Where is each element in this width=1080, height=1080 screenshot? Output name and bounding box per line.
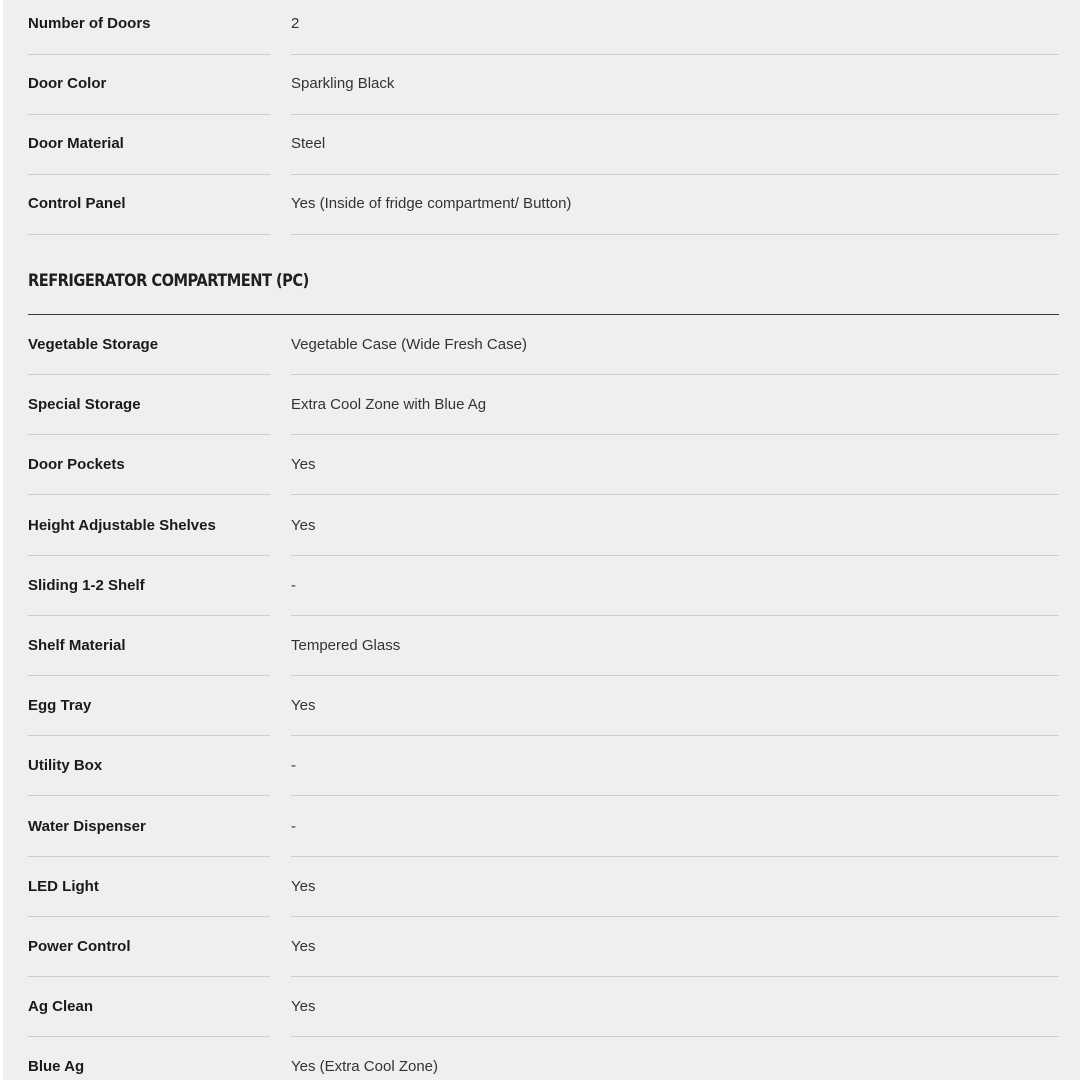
spec-label-ag-clean: Ag Clean: [28, 977, 270, 1037]
spec-value-vegetable-storage: Vegetable Case (Wide Fresh Case): [291, 315, 1059, 375]
spec-label-special-storage: Special Storage: [28, 375, 270, 435]
spec-label-utility-box: Utility Box: [28, 736, 270, 796]
spec-value-door-color: Sparkling Black: [291, 60, 1059, 115]
spec-value-water-dispenser: -: [291, 797, 1059, 857]
spec-value-egg-tray: Yes: [291, 676, 1059, 736]
spec-value-door-material: Steel: [291, 120, 1059, 175]
spec-label-door-material: Door Material: [28, 120, 270, 175]
general-specs-table: [28, 0, 1059, 240]
spec-row: [28, 0, 1059, 60]
spec-value-special-storage: Extra Cool Zone with Blue Ag: [291, 375, 1059, 435]
spec-value-blue-ag: Yes (Extra Cool Zone): [291, 1037, 1059, 1080]
section-header: [28, 236, 1059, 315]
spec-row: [28, 917, 1059, 977]
spec-row: [28, 496, 1059, 556]
spec-value-number-of-doors: 2: [291, 0, 1059, 55]
spec-row: [28, 375, 1059, 435]
spec-label-height-adjustable-shelves: Height Adjustable Shelves: [28, 496, 270, 556]
spec-label-power-control: Power Control: [28, 917, 270, 977]
spec-label-water-dispenser: Water Dispenser: [28, 797, 270, 857]
spec-row: [28, 120, 1059, 180]
spec-value-ag-clean: Yes: [291, 977, 1059, 1037]
spec-value-shelf-material: Tempered Glass: [291, 616, 1059, 676]
spec-row: [28, 435, 1059, 495]
spec-label-shelf-material: Shelf Material: [28, 616, 270, 676]
section-title: REFRIGERATOR COMPARTMENT (PC): [28, 271, 309, 291]
spec-label-door-color: Door Color: [28, 60, 270, 115]
spec-label-egg-tray: Egg Tray: [28, 676, 270, 736]
spec-label-sliding-shelf: Sliding 1-2 Shelf: [28, 556, 270, 616]
spec-label-control-panel: Control Panel: [28, 180, 270, 235]
spec-row: [28, 616, 1059, 676]
spec-row: [28, 857, 1059, 917]
spec-value-sliding-shelf: -: [291, 556, 1059, 616]
spec-value-height-adjustable-shelves: Yes: [291, 496, 1059, 556]
spec-row: [28, 180, 1059, 240]
spec-value-led-light: Yes: [291, 857, 1059, 917]
spec-label-door-pockets: Door Pockets: [28, 435, 270, 495]
spec-label-number-of-doors: Number of Doors: [28, 0, 270, 55]
spec-row: [28, 1037, 1059, 1080]
spec-row: [28, 736, 1059, 796]
refrigerator-specs-table: [28, 315, 1059, 1080]
spec-row: [28, 676, 1059, 736]
spec-row: [28, 315, 1059, 375]
spec-row: [28, 60, 1059, 120]
spec-row: [28, 556, 1059, 616]
spec-value-control-panel: Yes (Inside of fridge compartment/ Button): [291, 180, 1059, 235]
spec-row: [28, 977, 1059, 1037]
spec-row: [28, 797, 1059, 857]
spec-value-utility-box: -: [291, 736, 1059, 796]
spec-page: [3, 0, 1080, 1080]
spec-label-led-light: LED Light: [28, 857, 270, 917]
spec-label-blue-ag: Blue Ag: [28, 1037, 270, 1080]
spec-value-door-pockets: Yes: [291, 435, 1059, 495]
refrigerator-compartment-section: [28, 236, 1059, 1080]
spec-value-power-control: Yes: [291, 917, 1059, 977]
spec-label-vegetable-storage: Vegetable Storage: [28, 315, 270, 375]
